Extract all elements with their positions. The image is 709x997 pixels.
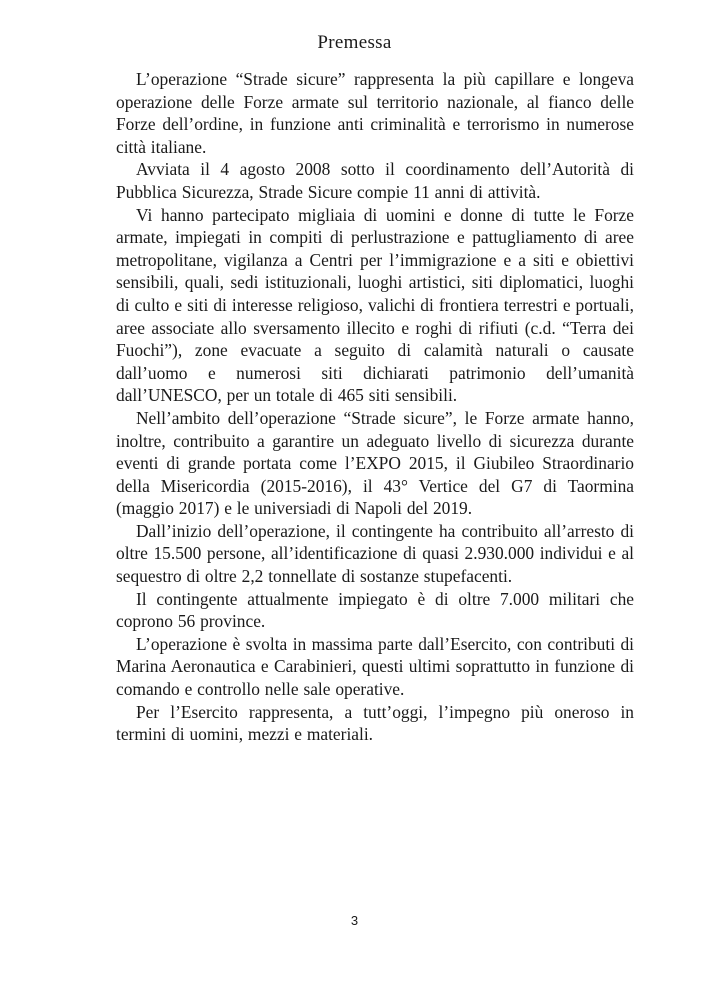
paragraph-army: Per l’Esercito rappresenta, a tutt’oggi, l’impegno più oneroso in termini di uomini, mezzi e materiali. (116, 701, 634, 745)
body-text (116, 68, 634, 746)
paragraph-intro: L’operazione “Strade sicure” rappresenta la più capillare e longeva operazione delle Forze armate sul territorio nazionale, al fianco delle Forze dell’ordine, in funzione anti criminalità e terrorismo in numerose città italiane. (116, 69, 634, 157)
paragraph-events: Nell’ambito dell’operazione “Strade sicure”, le Forze armate hanno, inoltre, contribuito a garantire un adeguato livello di sicurezza durante eventi di grande portata come l’EXPO 2015, il Giubileo Straordinario della Misericordia (2015-2016), il 43° Vertice del G7 di Taormina (maggio 2017) e le universiadi di Napoli del 2019. (116, 407, 634, 519)
paragraph-forces: L’operazione è svolta in massima parte dall’Esercito, con contributi di Marina Aeronautica e Carabinieri, questi ultimi soprattutto in funzione di comando e controllo nelle sale operative. (116, 633, 634, 700)
page-number: 3 (350, 913, 359, 928)
paragraph-results: Dall’inizio dell’operazione, il contingente ha contribuito all’arresto di oltre 15.500 persone, all’identificazione di quasi 2.930.000 individui e al sequestro di oltre 2,2 tonnellate di sostanze stupefacenti. (116, 520, 634, 587)
paragraph-contingent: Il contingente attualmente impiegato è di oltre 7.000 militari che coprono 56 province. (116, 588, 634, 632)
page-title: Premessa (317, 32, 392, 53)
paragraph-start-date: Avviata il 4 agosto 2008 sotto il coordinamento dell’Autorità di Pubblica Sicurezza, Strade Sicure compie 11 anni di attività. (116, 159, 634, 202)
paragraph-participants: Vi hanno partecipato migliaia di uomini e donne di tutte le Forze armate, impiegati in compiti di perlustrazione e pattugliamento di aree metropolitane, vigilanza a Centri per l’immigrazione e a siti e obiettivi sensibili, quali, sedi istituzionali, luoghi artistici, siti diplomatici, luoghi di culto e siti di interesse religioso, valichi di frontiera terrestri e portuali, aree associate allo sversamento illecito e roghi di rifiuti (c.d. “Terra dei Fuochi”), zone evacuate a seguito di calamità naturali o causate dall’uomo e numerosi siti dichiarati patrimonio dell’umanità dall’UNESCO, per un totale di 465 siti sensibili. (116, 204, 634, 406)
